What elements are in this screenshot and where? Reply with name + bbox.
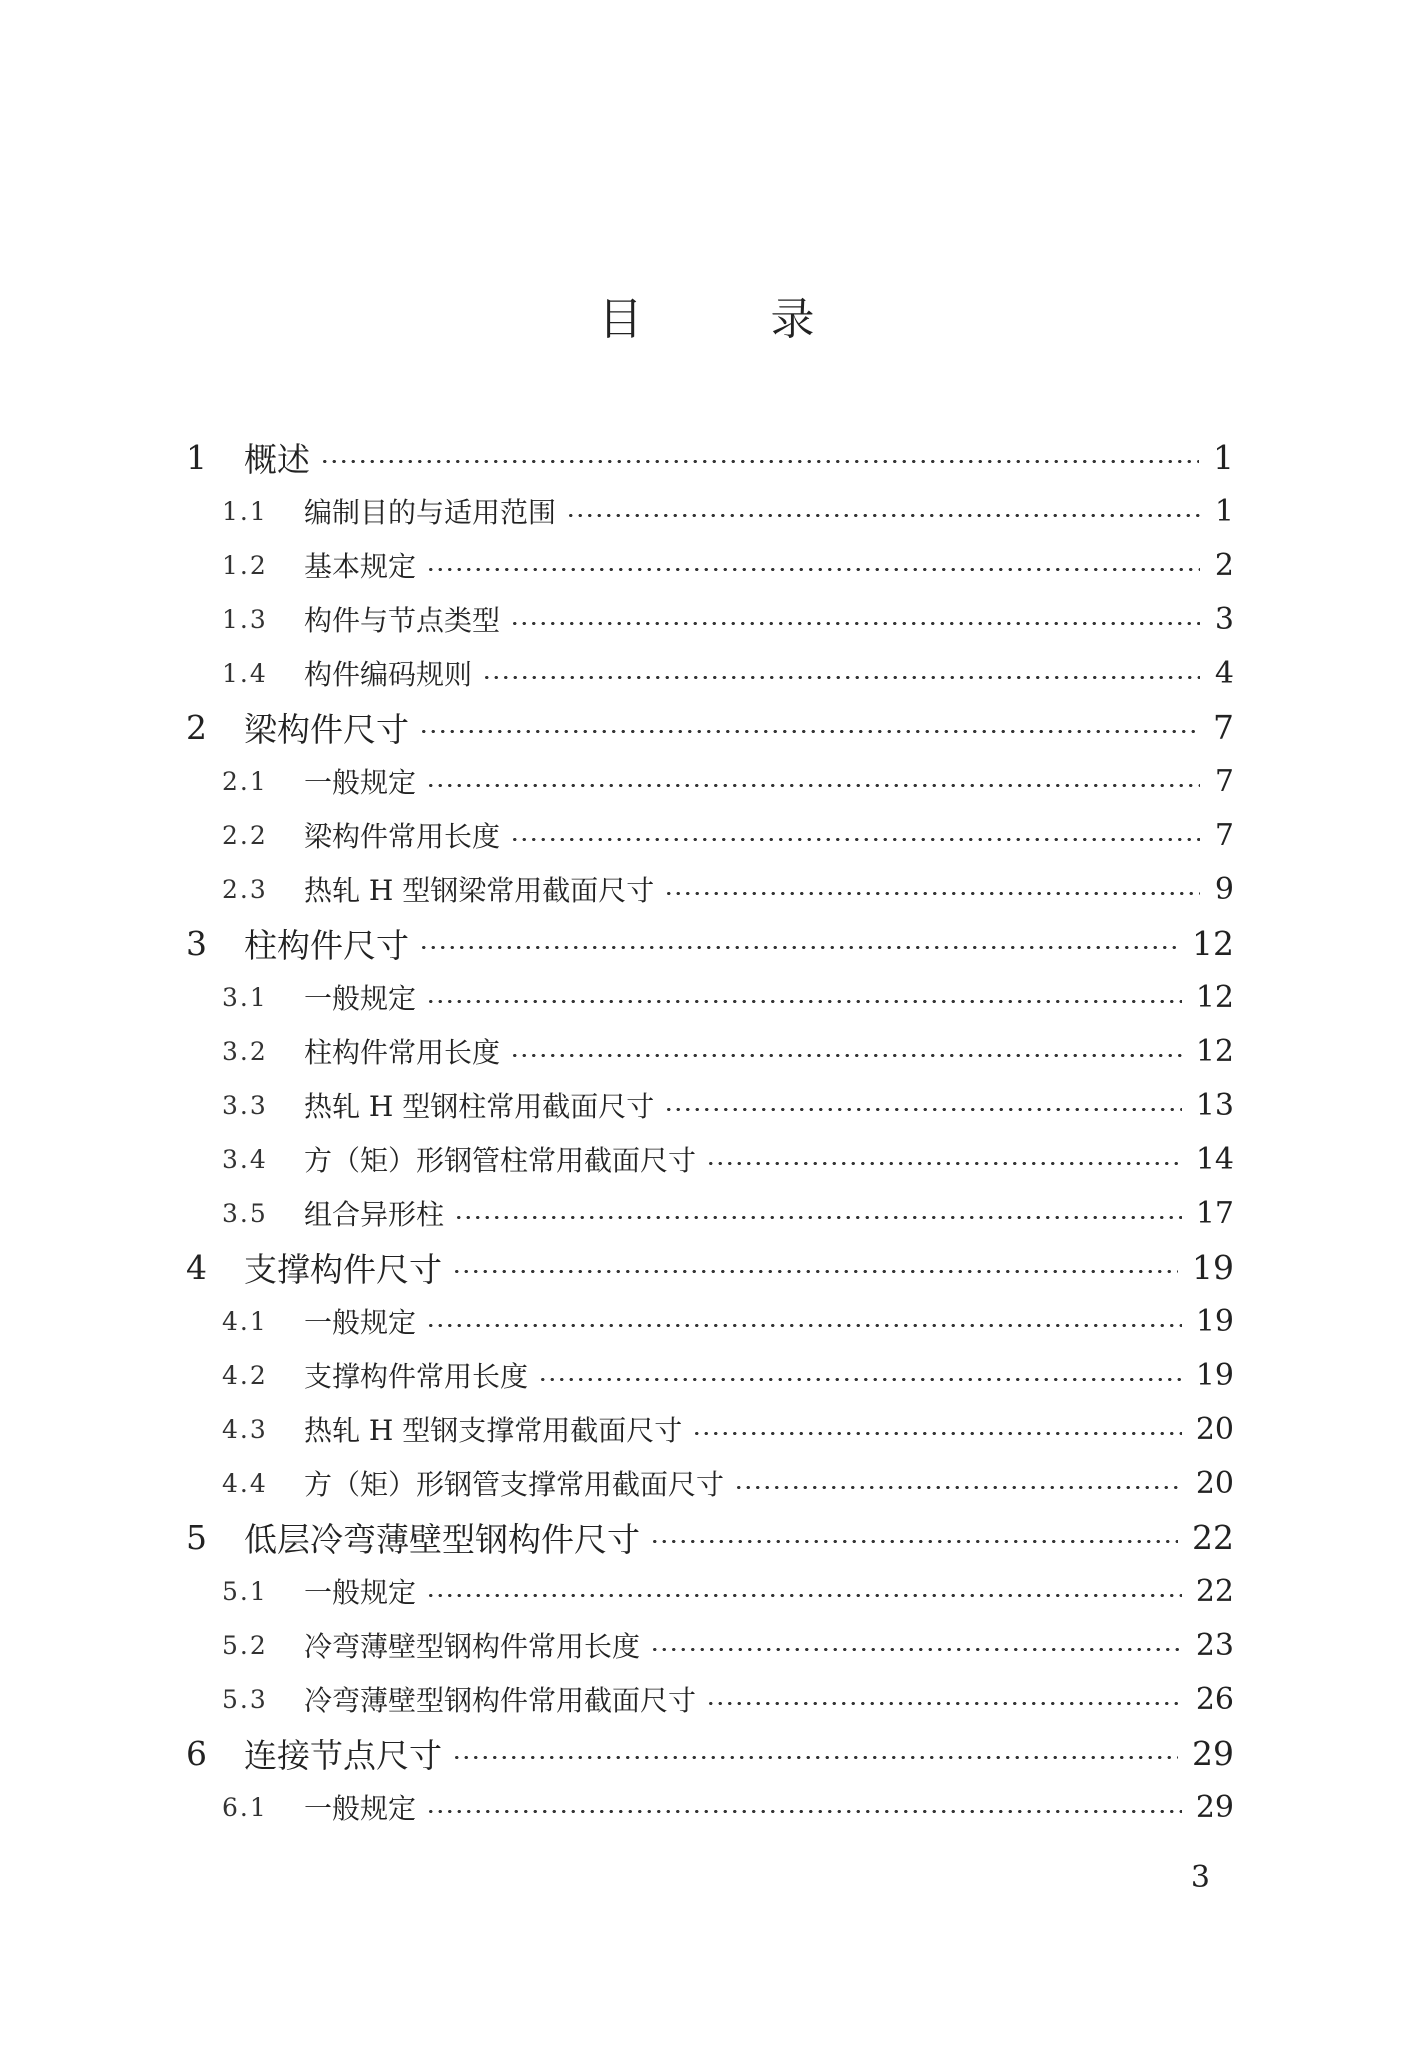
toc-dot-leader xyxy=(426,568,1200,571)
toc-entry-page: 12 xyxy=(1195,979,1234,1015)
toc-entry-page: 1 xyxy=(1213,437,1234,477)
toc-dot-leader xyxy=(510,838,1200,841)
toc-dot-leader xyxy=(320,460,1199,463)
toc-entry-number: 5 xyxy=(186,1517,207,1557)
toc-section-entry[interactable] xyxy=(222,1456,1234,1510)
toc-entry-number: 3.4 xyxy=(222,1144,268,1174)
toc-dot-leader xyxy=(452,1756,1178,1759)
toc-entry-label: 热轧 H 型钢支撑常用截面尺寸 xyxy=(304,1414,683,1447)
toc-section-entry[interactable] xyxy=(222,538,1234,592)
toc-entry-label: 构件编码规则 xyxy=(304,658,473,691)
toc-entry-number: 2.1 xyxy=(222,766,268,796)
toc-entry-number: 4.2 xyxy=(222,1360,268,1390)
toc-entry-label: 方（矩）形钢管柱常用截面尺寸 xyxy=(304,1144,697,1177)
toc-entry-label: 热轧 H 型钢柱常用截面尺寸 xyxy=(304,1090,655,1123)
toc-entry-label: 组合异形柱 xyxy=(304,1198,445,1231)
toc-entry-page: 12 xyxy=(1195,1033,1234,1069)
toc-entry-label: 一般规定 xyxy=(304,1792,417,1825)
toc-entry-page: 26 xyxy=(1195,1681,1234,1717)
toc-entry-number: 5.3 xyxy=(222,1684,268,1714)
title-char-1: 目 xyxy=(598,294,643,345)
toc-entry-page: 7 xyxy=(1213,707,1234,747)
toc-entry-page: 1 xyxy=(1214,493,1234,529)
toc-entry-page: 9 xyxy=(1214,871,1234,907)
toc-entry-page: 29 xyxy=(1192,1733,1234,1773)
toc-dot-leader xyxy=(566,514,1200,517)
toc-dot-leader xyxy=(692,1432,1182,1435)
toc-section-entry[interactable] xyxy=(222,1078,1234,1132)
toc-entry-page: 19 xyxy=(1195,1357,1234,1393)
toc-entry-page: 17 xyxy=(1195,1195,1234,1231)
toc-entry-label: 热轧 H 型钢梁常用截面尺寸 xyxy=(304,874,655,907)
toc-chapter-entry[interactable] xyxy=(186,916,1234,970)
toc-entry-label: 柱构件常用长度 xyxy=(304,1036,501,1069)
toc-section-entry[interactable] xyxy=(222,592,1234,646)
toc-dot-leader xyxy=(419,946,1178,949)
toc-chapter-entry[interactable] xyxy=(186,1726,1234,1780)
page-number: 3 xyxy=(1190,1860,1210,1895)
toc-entry-page: 2 xyxy=(1214,547,1234,583)
toc-entry-page: 20 xyxy=(1195,1411,1234,1447)
toc-entry-label: 梁构件常用长度 xyxy=(304,820,501,853)
toc-dot-leader xyxy=(426,1594,1182,1597)
toc-section-entry[interactable] xyxy=(222,646,1234,700)
toc-entry-page: 29 xyxy=(1195,1789,1234,1825)
toc-entry-label: 编制目的与适用范围 xyxy=(304,496,557,529)
toc-dot-leader xyxy=(426,784,1200,787)
toc-entry-page: 22 xyxy=(1192,1517,1234,1557)
toc-section-entry[interactable] xyxy=(222,484,1234,538)
toc-entry-number: 3.3 xyxy=(222,1090,268,1120)
toc-entry-label: 方（矩）形钢管支撑常用截面尺寸 xyxy=(304,1468,725,1501)
toc-section-entry[interactable] xyxy=(222,862,1234,916)
toc-entry-page: 12 xyxy=(1192,923,1234,963)
toc-entry-number: 3.1 xyxy=(222,982,268,1012)
toc-entry-number: 2 xyxy=(186,707,207,747)
toc-section-entry[interactable] xyxy=(222,1024,1234,1078)
toc-entry-number: 1.3 xyxy=(222,604,268,634)
toc-section-entry[interactable] xyxy=(222,1780,1234,1834)
toc-dot-leader xyxy=(426,1324,1182,1327)
toc-entry-page: 4 xyxy=(1214,655,1234,691)
toc-dot-leader xyxy=(664,1108,1182,1111)
toc-entry-page: 3 xyxy=(1214,601,1234,637)
toc-dot-leader xyxy=(734,1486,1182,1489)
toc-entry-number: 1 xyxy=(186,437,207,477)
toc-entry-label: 一般规定 xyxy=(304,1306,417,1339)
toc-section-entry[interactable] xyxy=(222,1348,1234,1402)
toc-entry-label: 冷弯薄壁型钢构件常用截面尺寸 xyxy=(304,1684,697,1717)
toc-entry-number: 5.2 xyxy=(222,1630,268,1660)
toc-entry-label: 连接节点尺寸 xyxy=(244,1735,442,1775)
toc-entry-label: 基本规定 xyxy=(304,550,417,583)
toc-section-entry[interactable] xyxy=(222,754,1234,808)
toc-dot-leader xyxy=(538,1378,1182,1381)
toc-chapter-entry[interactable] xyxy=(186,1510,1234,1564)
toc-entry-page: 7 xyxy=(1214,817,1234,853)
toc-entry-page: 19 xyxy=(1192,1247,1234,1287)
toc-entry-number: 1.4 xyxy=(222,658,268,688)
toc-entry-number: 4.3 xyxy=(222,1414,268,1444)
toc-dot-leader xyxy=(664,892,1200,895)
toc-entry-number: 3.2 xyxy=(222,1036,268,1066)
toc-entry-number: 1.2 xyxy=(222,550,268,580)
toc-dot-leader xyxy=(650,1648,1182,1651)
toc-dot-leader xyxy=(706,1702,1182,1705)
toc-section-entry[interactable] xyxy=(222,1618,1234,1672)
toc-dot-leader xyxy=(426,1810,1182,1813)
toc-section-entry[interactable] xyxy=(222,808,1234,862)
toc-dot-leader xyxy=(419,730,1199,733)
toc-entry-label: 支撑构件常用长度 xyxy=(304,1360,529,1393)
toc-entry-label: 一般规定 xyxy=(304,766,417,799)
toc-entry-page: 23 xyxy=(1195,1627,1234,1663)
toc-entry-number: 1.1 xyxy=(222,496,268,526)
toc-entry-label: 柱构件尺寸 xyxy=(244,925,409,965)
title-char-2: 录 xyxy=(770,294,815,345)
toc-entry-number: 2.2 xyxy=(222,820,268,850)
toc-entry-number: 4 xyxy=(186,1247,207,1287)
toc-dot-leader xyxy=(482,676,1200,679)
toc-entry-label: 一般规定 xyxy=(304,982,417,1015)
toc-entry-page: 22 xyxy=(1195,1573,1234,1609)
toc-entry-label: 冷弯薄壁型钢构件常用长度 xyxy=(304,1630,641,1663)
toc-entry-label: 低层冷弯薄壁型钢构件尺寸 xyxy=(244,1519,640,1559)
page-title xyxy=(0,283,1413,347)
toc-section-entry[interactable] xyxy=(222,1402,1234,1456)
toc-entry-number: 4.4 xyxy=(222,1468,268,1498)
toc-entry-label: 概述 xyxy=(244,439,310,479)
toc-entry-label: 梁构件尺寸 xyxy=(244,709,409,749)
toc-entry-number: 3.5 xyxy=(222,1198,268,1228)
toc-section-entry[interactable] xyxy=(222,1564,1234,1618)
toc-entry-number: 5.1 xyxy=(222,1576,268,1606)
toc-section-entry[interactable] xyxy=(222,1186,1234,1240)
toc-section-entry[interactable] xyxy=(222,1294,1234,1348)
toc-section-entry[interactable] xyxy=(222,970,1234,1024)
toc-chapter-entry[interactable] xyxy=(186,1240,1234,1294)
toc-entry-page: 7 xyxy=(1214,763,1234,799)
toc-dot-leader xyxy=(454,1216,1182,1219)
toc-dot-leader xyxy=(650,1540,1178,1543)
toc-dot-leader xyxy=(706,1162,1182,1165)
toc-entry-page: 14 xyxy=(1195,1141,1234,1177)
toc-entry-page: 20 xyxy=(1195,1465,1234,1501)
toc-chapter-entry[interactable] xyxy=(186,430,1234,484)
toc-dot-leader xyxy=(510,1054,1182,1057)
toc-entry-number: 2.3 xyxy=(222,874,268,904)
toc-dot-leader xyxy=(452,1270,1178,1273)
toc-entry-page: 19 xyxy=(1195,1303,1234,1339)
toc-entry-label: 支撑构件尺寸 xyxy=(244,1249,442,1289)
toc-dot-leader xyxy=(426,1000,1182,1003)
toc-entry-label: 一般规定 xyxy=(304,1576,417,1609)
toc-entry-number: 3 xyxy=(186,923,207,963)
toc-section-entry[interactable] xyxy=(222,1132,1234,1186)
toc-chapter-entry[interactable] xyxy=(186,700,1234,754)
toc-entry-number: 6.1 xyxy=(222,1792,268,1822)
toc-entry-number: 4.1 xyxy=(222,1306,268,1336)
toc-entry-label: 构件与节点类型 xyxy=(304,604,501,637)
toc-entry-number: 6 xyxy=(186,1733,207,1773)
toc-dot-leader xyxy=(510,622,1200,625)
toc-entry-page: 13 xyxy=(1195,1087,1234,1123)
toc-section-entry[interactable] xyxy=(222,1672,1234,1726)
